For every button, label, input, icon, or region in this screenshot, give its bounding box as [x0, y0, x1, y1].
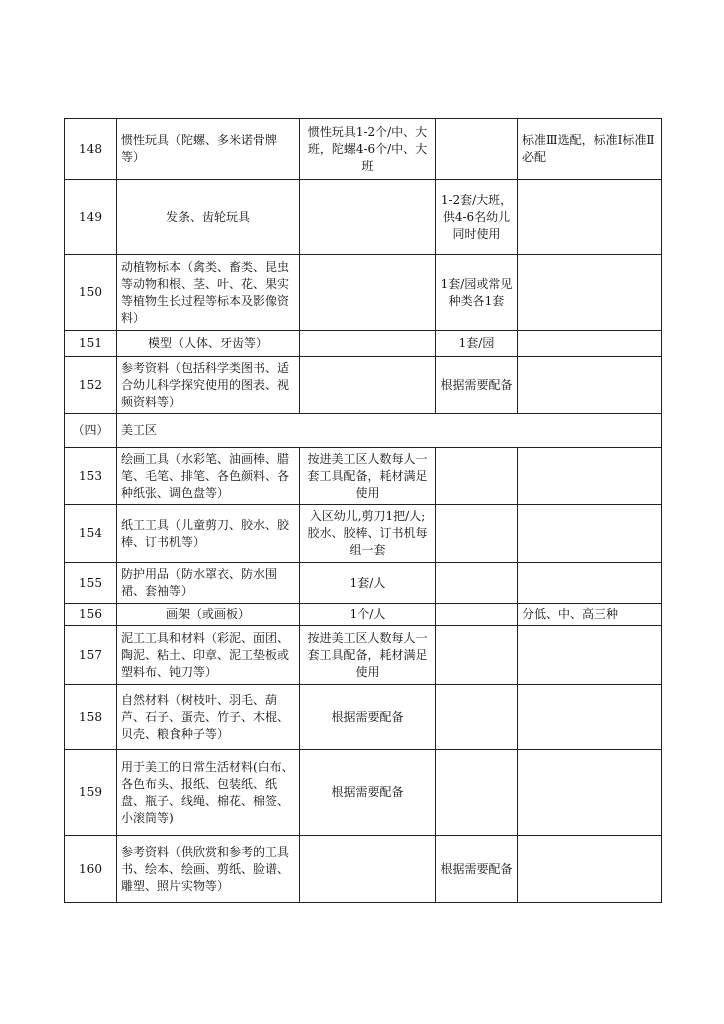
table-row	[65, 685, 662, 750]
item-number: 151	[65, 331, 117, 357]
item-name: 用于美工的日常生活材料(白布、各色布头、报纸、包装纸、纸盘、瓶子、线绳、棉花、棉签、小滚筒等)	[117, 750, 300, 836]
section-number: （四）	[65, 414, 117, 448]
note	[518, 750, 662, 836]
item-number: 152	[65, 357, 117, 414]
standard-1	[300, 357, 436, 414]
standard-1: 按进美工区人数每人一套工具配备，耗材满足使用	[300, 448, 436, 505]
item-number: 154	[65, 505, 117, 563]
note: 分低、中、高三种	[518, 604, 662, 626]
item-number: 155	[65, 563, 117, 604]
standard-1: 入区幼儿,剪刀1把/人;胶水、胶棒、订书机每组一套	[300, 505, 436, 563]
table-row	[65, 626, 662, 685]
note	[518, 331, 662, 357]
note	[518, 505, 662, 563]
standard-2	[436, 119, 518, 180]
note	[518, 685, 662, 750]
note	[518, 357, 662, 414]
item-number: 153	[65, 448, 117, 505]
section-title: 美工区	[117, 414, 662, 448]
standard-2: 1套/园	[436, 331, 518, 357]
note	[518, 836, 662, 903]
standard-1: 根据需要配备	[300, 685, 436, 750]
standard-1: 1个/人	[300, 604, 436, 626]
table-row	[65, 448, 662, 505]
item-name: 泥工工具和材料（彩泥、面团、陶泥、粘土、印章、泥工垫板或塑料布、钝刀等）	[117, 626, 300, 685]
item-number: 148	[65, 119, 117, 180]
standard-1	[300, 255, 436, 331]
table-row	[65, 750, 662, 836]
item-name: 自然材料（树枝叶、羽毛、葫芦、石子、蛋壳、竹子、木棍、贝壳、粮食种子等）	[117, 685, 300, 750]
note	[518, 626, 662, 685]
standard-1: 按进美工区人数每人一套工具配备，耗材满足使用	[300, 626, 436, 685]
standard-2	[436, 685, 518, 750]
standard-1: 根据需要配备	[300, 750, 436, 836]
standard-1: 1套/人	[300, 563, 436, 604]
standard-2	[436, 750, 518, 836]
standard-2	[436, 626, 518, 685]
standard-1	[300, 331, 436, 357]
item-number: 149	[65, 180, 117, 255]
table-row	[65, 357, 662, 414]
item-name: 绘画工具（水彩笔、油画棒、腊笔、毛笔、排笔、各色颜料、各种纸张、调色盘等）	[117, 448, 300, 505]
equipment-table	[64, 118, 662, 903]
note	[518, 448, 662, 505]
note	[518, 255, 662, 331]
item-name: 参考资料（包括科学类图书、适合幼儿科学探究使用的图表、视频资料等）	[117, 357, 300, 414]
table-row	[65, 119, 662, 180]
standard-2	[436, 448, 518, 505]
note: 标准Ⅲ选配，标准Ⅰ标准Ⅱ必配	[518, 119, 662, 180]
standard-2: 1套/园或常见种类各1套	[436, 255, 518, 331]
item-number: 160	[65, 836, 117, 903]
note	[518, 563, 662, 604]
table-row	[65, 331, 662, 357]
item-name: 发条、齿轮玩具	[117, 180, 300, 255]
table-row	[65, 604, 662, 626]
item-name: 参考资料（供欣赏和参考的工具书、绘本、绘画、剪纸、脸谱、雕塑、照片实物等）	[117, 836, 300, 903]
table-row	[65, 836, 662, 903]
item-name: 模型（人体、牙齿等）	[117, 331, 300, 357]
standard-2: 根据需要配备	[436, 357, 518, 414]
item-number: 158	[65, 685, 117, 750]
item-number: 159	[65, 750, 117, 836]
item-name: 纸工工具（儿童剪刀、胶水、胶棒、订书机等）	[117, 505, 300, 563]
item-name: 画架（或画板）	[117, 604, 300, 626]
standard-2	[436, 505, 518, 563]
standard-2	[436, 604, 518, 626]
table-row	[65, 255, 662, 331]
item-number: 156	[65, 604, 117, 626]
item-number: 150	[65, 255, 117, 331]
standard-1: 惯性玩具1-2个/中、大班，陀螺4-6个/中、大班	[300, 119, 436, 180]
table-row	[65, 505, 662, 563]
table-row	[65, 180, 662, 255]
item-name: 惯性玩具（陀螺、多米诺骨牌等）	[117, 119, 300, 180]
item-name: 动植物标本（禽类、畜类、昆虫等动物和根、茎、叶、花、果实等植物生长过程等标本及影像资料）	[117, 255, 300, 331]
standard-2: 1-2套/大班，供4-6名幼儿同时使用	[436, 180, 518, 255]
item-number: 157	[65, 626, 117, 685]
item-name: 防护用品（防水罩衣、防水围裙、套袖等）	[117, 563, 300, 604]
standard-1	[300, 836, 436, 903]
table-row	[65, 563, 662, 604]
standard-2: 根据需要配备	[436, 836, 518, 903]
note	[518, 180, 662, 255]
section-row	[65, 414, 662, 448]
standard-1	[300, 180, 436, 255]
standard-2	[436, 563, 518, 604]
